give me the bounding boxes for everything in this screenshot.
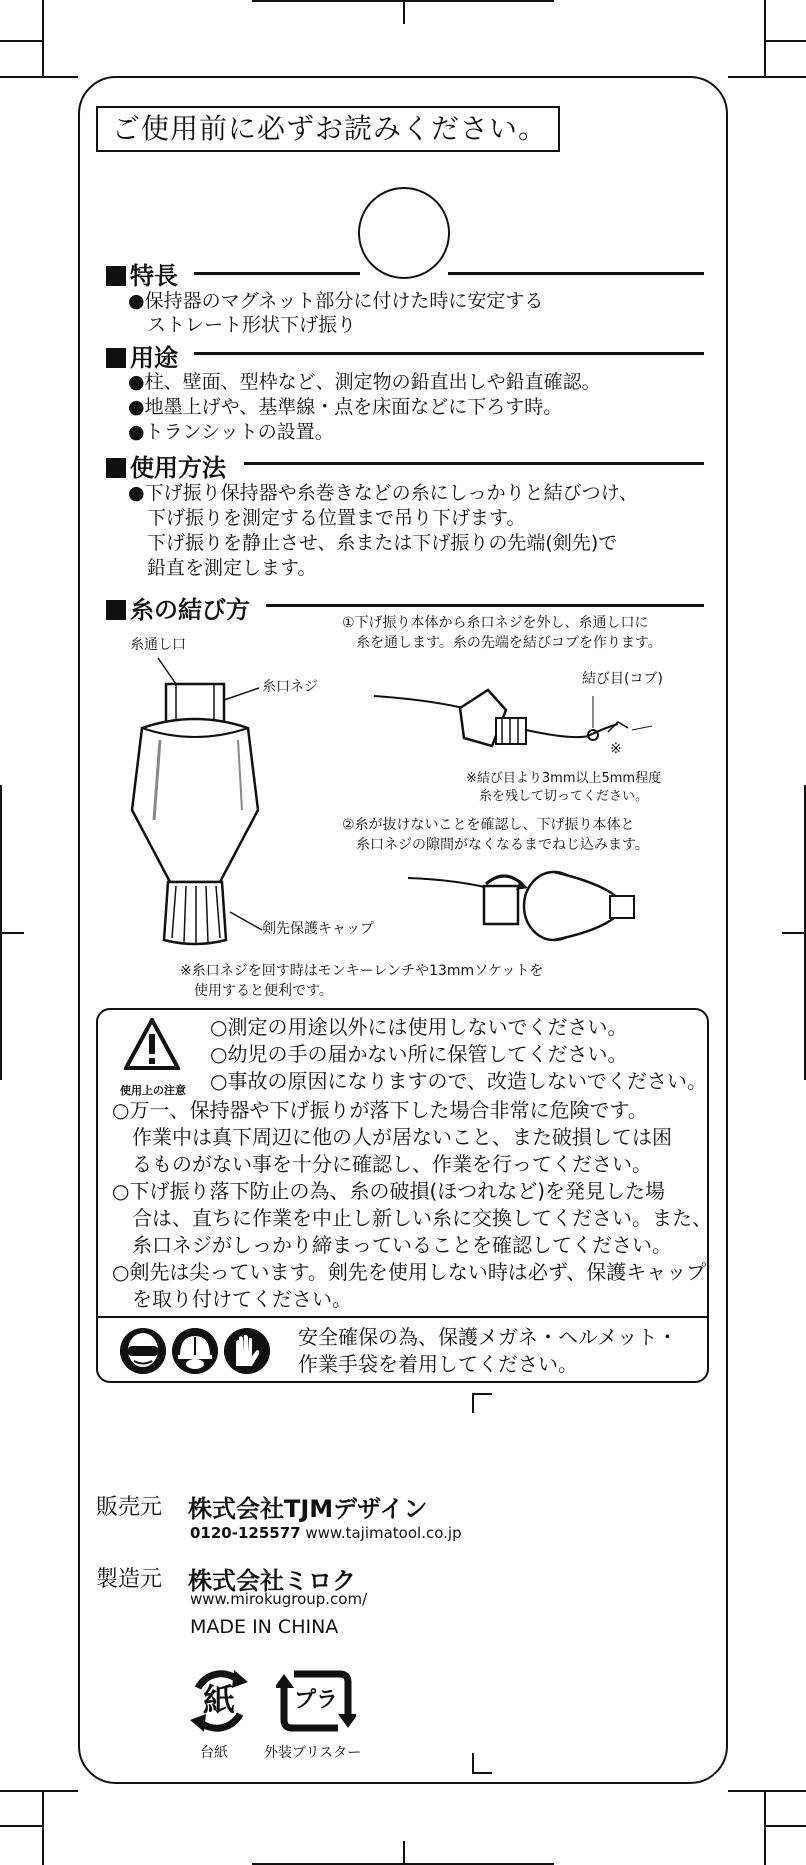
caution-line: ○事故の原因になりますので、改造しないでください。 [210,1069,708,1093]
crop-mark [764,40,806,42]
section-rule [194,352,704,355]
uses-line: ●トランシットの設置。 [128,421,334,443]
paper-recycle-icon [186,1666,252,1736]
square-bullet-icon [106,266,126,286]
helmet-icon [172,1328,218,1374]
section-rule [448,272,704,275]
features-line: ストレート形状下げ振り [128,314,357,336]
hang-hole [358,187,450,279]
label-tip-cap: 剣先保護キャップ [262,921,374,937]
crop-mark [764,1825,806,1827]
maker-url: www.mirokugroup.com/ [190,1590,368,1608]
section-heading-uses: 用途 [106,338,178,373]
caution-line: 作業中は真下周辺に他の人が居ないこと、また破損しては困 [112,1125,672,1149]
seller-contact [190,1524,462,1542]
crop-mark [0,932,24,934]
mark-asterisk: ※ [610,741,622,757]
caution-line: 糸口ネジがしっかり締まっていることを確認してください。 [112,1233,672,1257]
paper-mark-text: 紙 [202,1681,235,1719]
warning-triangle-icon [124,1018,180,1070]
ppe-text: 作業手袋を着用してください。 [298,1352,578,1376]
page-title: ご使用前に必ずお読みください。 [96,106,560,152]
how-to-use-line: 下げ振りを測定する位置まで吊り下げます。 [128,507,526,529]
crop-mark [0,1825,42,1827]
paper-label: 台紙 [200,1745,228,1761]
crop-mark [728,76,806,78]
step1-note: ※結び目より3mm以上5mm程度 [466,771,662,786]
crop-mark [728,1790,806,1792]
crop-mark [42,1790,44,1865]
step1-note: 糸を残して切ってください。 [466,789,649,804]
plastic-mark-text: プラ [293,1688,338,1713]
caution-line: を取り付けてください。 [112,1287,352,1311]
caution-line: ○幼児の手の届かない所に保管してください。 [210,1042,628,1066]
caution-line: ○測定の用途以外には使用しないでください。 [210,1015,628,1039]
crop-mark [764,0,766,76]
crop-mark [0,785,2,1080]
label-thread-hole: 糸通し口 [130,637,186,653]
section-rule [194,272,360,275]
caution-line: ○下げ振り落下防止の為、糸の破損(ほつれなど)を発見した場 [112,1179,666,1203]
uses-line: ●地墨上げや、基準線・点を床面などに下ろす時。 [128,396,563,418]
crop-mark [0,1790,78,1792]
features-line: ●保持器のマグネット部分に付けた時に安定する [128,290,544,312]
how-to-use-line: ●下げ振り保持器や糸巻きなどの糸にしっかりと結びつけ、 [128,482,638,504]
maker-label: 製造元 [96,1567,163,1592]
crop-mark [403,0,405,24]
how-to-use-line: 下げ振りを静止させ、糸または下げ振りの先端(剣先)で [128,532,618,554]
step2-text: ②糸が抜けないことを確認し、下げ振り本体と [342,817,635,833]
section-heading-tying: 糸の結び方 [106,590,250,625]
how-to-use-line: 鉛直を測定します。 [128,557,317,579]
step1-illustration [372,678,662,778]
plastic-recycle-icon [276,1666,356,1736]
step2-text: 糸口ネジの隙間がなくなるまでねじ込みます。 [342,837,649,853]
square-bullet-icon [106,348,126,368]
crop-mark [804,785,806,1080]
seller-name: 株式会社TJMデザイン [188,1495,428,1523]
caution-line: ○剣先は尖っています。剣先を使用しない時は必ず、保護キャップ [112,1260,707,1284]
section-heading-how-to-use: 使用方法 [106,448,226,483]
caution-line: 合は、直ちに作業を中止し新しい糸に交換してください。また、 [112,1206,712,1230]
crop-mark [782,932,806,934]
seller-label: 販売元 [96,1495,163,1520]
square-bullet-icon [106,600,126,620]
crop-mark [764,1790,766,1865]
square-bullet-icon [106,458,126,478]
safety-goggles-icon [120,1328,166,1374]
section-rule [266,604,704,607]
origin-text: MADE IN CHINA [190,1616,339,1638]
ppe-text: 安全確保の為、保護メガネ・ヘルメット・ [298,1325,678,1349]
caution-line: ○万一、保持器や下げ振りが落下した場合非常に危険です。 [112,1098,648,1122]
caution-icon-label: 使用上の注意 [120,1084,186,1097]
uses-line: ●柱、壁面、型枠など、測定物の鉛直出しや鉛直確認。 [128,371,601,393]
step1-text: ①下げ振り本体から糸口ネジを外し、糸通し口に [342,615,649,631]
seller-phone: 0120-125577 [190,1524,301,1542]
gloves-icon [224,1328,270,1374]
caution-line: るものがない事を十分に確認し、作業を行ってください。 [112,1152,652,1176]
caution-divider [96,1316,709,1318]
step1-text: 糸を通します。糸の先端を結びコブを作ります。 [342,635,662,651]
step2-illustration [404,858,644,958]
plastic-label: 外装ブリスター [264,1745,362,1761]
seller-url: www.tajimatool.co.jp [305,1524,462,1542]
tying-note: 使用すると便利です。 [180,983,333,999]
crop-mark [403,1841,405,1865]
crop-mark [0,40,42,42]
label-thread-screw: 糸口ネジ [262,679,318,695]
section-heading-features: 特長 [106,256,178,291]
crop-mark [0,76,78,78]
maker-name: 株式会社ミロク [188,1567,356,1595]
plumb-bob-illustration [120,650,280,950]
label-knot: 結び目(コブ) [582,671,663,687]
section-rule [244,462,704,465]
tying-note: ※糸口ネジを回す時はモンキーレンチや13mmソケットを [180,963,544,979]
crop-mark [42,0,44,76]
